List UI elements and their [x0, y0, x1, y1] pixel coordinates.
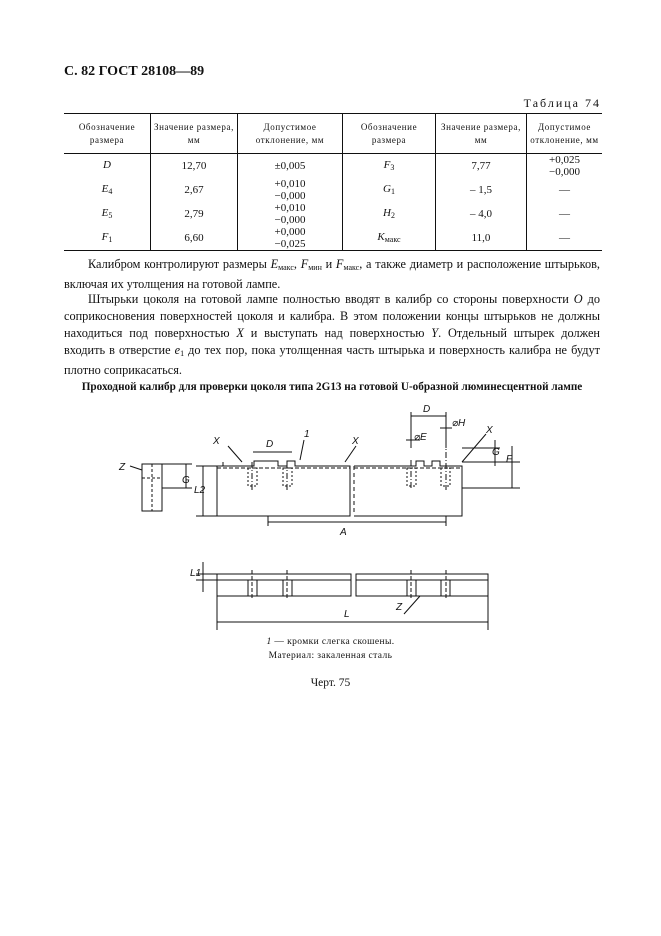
- column-header: Допустимое отклонение, мм: [238, 114, 343, 154]
- figure-number: Черт. 75: [310, 677, 351, 689]
- size-tolerance: +0,010 −0,000: [238, 202, 343, 226]
- column-header: Обозначение размера: [343, 114, 436, 154]
- size-symbol: $F_1$: [64, 226, 151, 251]
- table-caption: Таблица 74: [523, 96, 601, 110]
- paragraph-pin-insertion: Штырьки цоколя на готовой лампе полностью вводят в калибр со стороны поверхности O до соприкосновения поверхностей цоколя и калибра. В этом положении концы штырьков не должны находиться под поверхностью X и выступать над поверхностью Y. Отдельный штырек должен входить в отверстие $e_1$ до тех пор, пока утолщенная часть штырька и поверхность калибра не будут плотно соприкасаться.: [64, 292, 601, 377]
- label-d-right: D: [423, 404, 431, 415]
- size-value: – 1,5: [436, 178, 527, 202]
- label-h: ⌀H: [452, 418, 466, 429]
- label-edge-1: 1: [304, 429, 310, 440]
- size-tolerance: —: [527, 178, 603, 202]
- label-a: A: [340, 527, 347, 538]
- end-view-block: [130, 464, 192, 511]
- paragraph-gauge-controls: Калибром контролируют размеры $E_{макс}$, $F_{мин}$ и $F_{макс}$, а также диаметр и расположение штырьков, включая их утолщения на готовой лампе.: [64, 257, 601, 291]
- gauge-side-view: [196, 412, 520, 526]
- size-value: 7,77: [436, 154, 527, 179]
- label-x-middle: X: [352, 436, 359, 447]
- size-value: 6,60: [151, 226, 238, 251]
- size-tolerance: +0,010 −0,000: [238, 178, 343, 202]
- size-symbol: $E_4$: [101, 182, 113, 196]
- size-symbol: $G_1$: [343, 178, 436, 202]
- label-d-left: D: [266, 439, 274, 450]
- label-x-left: X: [213, 436, 220, 447]
- page-header: С. 82 ГОСТ 28108—89: [64, 64, 205, 79]
- column-header: Значение размера, мм: [436, 114, 527, 154]
- label-l2: L2: [194, 485, 206, 496]
- size-value: – 4,0: [436, 202, 527, 226]
- label-l: L: [344, 609, 350, 620]
- column-header: Значение размера, мм: [151, 114, 238, 154]
- size-symbol: $E_5$: [101, 206, 113, 220]
- label-z-end: Z: [119, 462, 126, 473]
- size-tolerance: —: [527, 226, 603, 251]
- label-f: F: [506, 454, 513, 465]
- size-value: 11,0: [436, 226, 527, 251]
- label-l1: L1: [190, 568, 202, 579]
- note-chamfer: 1 — кромки слегка скошены.: [266, 637, 395, 647]
- label-z-plan: Z: [396, 602, 403, 613]
- label-g1: G: [182, 475, 190, 486]
- label-x-right: X: [486, 425, 493, 436]
- gauge-plan-view: [196, 562, 488, 630]
- size-value: 2,67: [151, 178, 238, 202]
- size-symbol: D: [103, 158, 111, 171]
- size-value: 12,70: [151, 154, 238, 179]
- size-tolerance: ±0,005: [238, 154, 343, 179]
- size-tolerance: —: [527, 202, 603, 226]
- size-symbol: $K_{макс}$: [343, 226, 436, 251]
- size-symbol: $H_2$: [343, 202, 436, 226]
- column-header: Обозначение размера: [64, 114, 151, 154]
- size-tolerance: +0,000 −0,025: [238, 226, 343, 251]
- label-g: G: [492, 447, 500, 458]
- note-material: Материал: закаленная сталь: [268, 651, 393, 661]
- section-title: Проходной калибр для проверки цоколя типа 2G13 на готовой U-образной люминесцентной лампе: [81, 381, 583, 393]
- column-header: Допустимое отклонение, мм: [527, 114, 603, 154]
- label-phi-e: ⌀E: [414, 432, 427, 443]
- size-tolerance: +0,025 −0,000: [527, 154, 603, 179]
- size-value: 2,79: [151, 202, 238, 226]
- size-symbol: $F_3$: [343, 154, 436, 179]
